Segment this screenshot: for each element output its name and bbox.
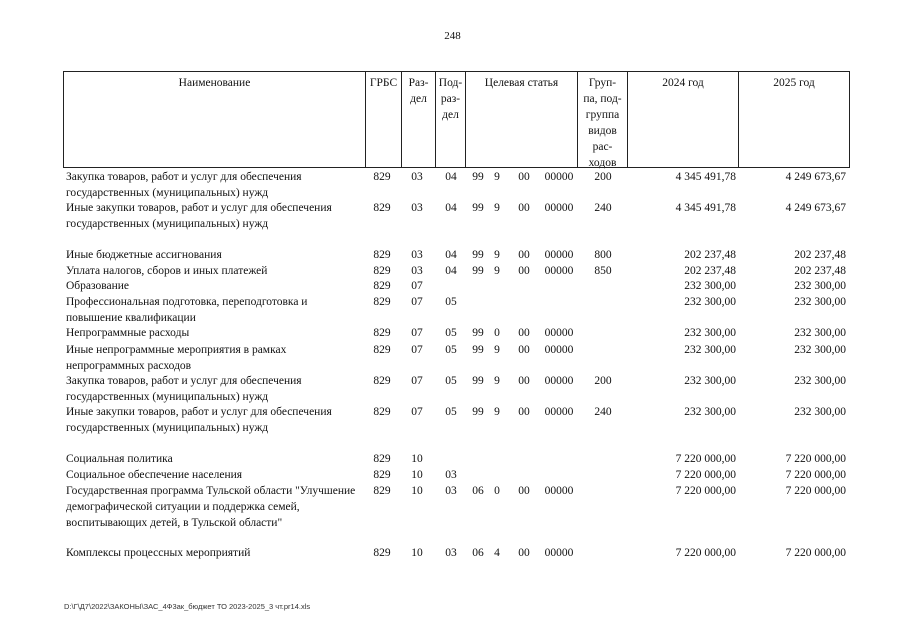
row-grbs: 829 <box>373 265 391 277</box>
row-target-4: 00000 <box>544 249 574 261</box>
row-2024: 232 300,00 <box>684 375 736 387</box>
row-2025: 232 300,00 <box>794 344 846 356</box>
row-group: 850 <box>594 265 612 277</box>
row-target-4: 00000 <box>544 327 574 339</box>
row-razdel: 07 <box>411 375 423 387</box>
row-grbs: 829 <box>373 327 391 339</box>
row-target-1: 99 <box>472 344 484 356</box>
row-name: Социальная политика <box>66 453 173 465</box>
file-path-footer: D:\Г\Д7\2022\ЗАКОНЫ\ЗАС_4Ф3ак_бюджет ТО 2023-2025_3 чт.pr14.xls <box>64 602 311 611</box>
row-target-4: 00000 <box>544 202 574 214</box>
row-podrazdel: 04 <box>445 202 457 214</box>
header-2024: 2024 год <box>627 72 738 168</box>
row-2024: 7 220 000,00 <box>675 453 736 465</box>
row-razdel: 03 <box>411 171 423 183</box>
row-name: Профессиональная подготовка, переподготовка и повышение квалификации <box>66 296 308 324</box>
row-grbs: 829 <box>373 344 391 356</box>
row-grbs: 829 <box>373 453 391 465</box>
row-target-1: 99 <box>472 327 484 339</box>
row-name: Иные закупки товаров, работ и услуг для обеспечения государственных (муниципальных) нужд <box>66 202 332 230</box>
row-2024: 4 345 491,78 <box>675 171 736 183</box>
header-razdel: Раз- дел <box>401 72 435 168</box>
row-2025: 7 220 000,00 <box>785 453 846 465</box>
row-podrazdel: 03 <box>445 469 457 481</box>
row-2025: 232 300,00 <box>794 375 846 387</box>
row-target-3: 00 <box>518 171 530 183</box>
row-razdel: 07 <box>411 280 423 292</box>
row-target-3: 00 <box>518 249 530 261</box>
row-target-2: 9 <box>494 202 500 214</box>
row-razdel: 07 <box>411 344 423 356</box>
row-name: Государственная программа Тульской области "Улучшение демографической ситуации и поддержка семей, воспитывающих детей, в Тульской области" <box>66 485 356 529</box>
row-podrazdel: 03 <box>445 547 457 559</box>
row-name: Образование <box>66 280 130 292</box>
row-2024: 232 300,00 <box>684 327 736 339</box>
row-2025: 232 300,00 <box>794 327 846 339</box>
header-target: Целевая статья <box>465 72 577 168</box>
header-divider <box>63 167 850 168</box>
row-name: Закупка товаров, работ и услуг для обеспечения государственных (муниципальных) нужд <box>66 171 302 199</box>
row-name: Уплата налогов, сборов и иных платежей <box>66 265 268 277</box>
row-razdel: 03 <box>411 265 423 277</box>
row-podrazdel: 05 <box>445 344 457 356</box>
header-grbs: ГРБС <box>365 72 401 168</box>
row-group: 200 <box>594 171 612 183</box>
row-podrazdel: 05 <box>445 296 457 308</box>
row-group: 200 <box>594 375 612 387</box>
page-number: 248 <box>444 30 461 42</box>
row-group: 800 <box>594 249 612 261</box>
row-target-1: 99 <box>472 406 484 418</box>
row-target-2: 9 <box>494 265 500 277</box>
row-name: Социальное обеспечение населения <box>66 469 243 481</box>
table-header <box>63 71 850 168</box>
row-target-3: 00 <box>518 406 530 418</box>
row-grbs: 829 <box>373 375 391 387</box>
row-2024: 7 220 000,00 <box>675 469 736 481</box>
row-target-2: 9 <box>494 171 500 183</box>
row-group: 240 <box>594 202 612 214</box>
row-podrazdel: 03 <box>445 485 457 497</box>
row-name: Непрограммные расходы <box>66 327 190 339</box>
row-group: 240 <box>594 406 612 418</box>
row-2025: 232 300,00 <box>794 296 846 308</box>
row-target-3: 00 <box>518 265 530 277</box>
row-target-2: 9 <box>494 375 500 387</box>
row-podrazdel: 04 <box>445 249 457 261</box>
row-2025: 202 237,48 <box>794 249 846 261</box>
row-2025: 7 220 000,00 <box>785 547 846 559</box>
row-target-4: 00000 <box>544 375 574 387</box>
row-target-1: 99 <box>472 171 484 183</box>
row-grbs: 829 <box>373 249 391 261</box>
row-2025: 7 220 000,00 <box>785 469 846 481</box>
row-target-4: 00000 <box>544 265 574 277</box>
row-target-2: 0 <box>494 485 500 497</box>
row-razdel: 10 <box>411 469 423 481</box>
row-target-4: 00000 <box>544 547 574 559</box>
row-2024: 202 237,48 <box>684 249 736 261</box>
row-name: Иные непрограммные мероприятия в рамках непрограммных расходов <box>66 344 287 372</box>
row-grbs: 829 <box>373 547 391 559</box>
header-podrazdel: Под- раз- дел <box>435 72 465 168</box>
row-2025: 202 237,48 <box>794 265 846 277</box>
row-target-2: 9 <box>494 406 500 418</box>
row-grbs: 829 <box>373 280 391 292</box>
row-razdel: 03 <box>411 249 423 261</box>
row-target-3: 00 <box>518 485 530 497</box>
row-target-1: 06 <box>472 547 484 559</box>
row-target-1: 99 <box>472 375 484 387</box>
row-target-3: 00 <box>518 344 530 356</box>
row-podrazdel: 05 <box>445 327 457 339</box>
row-target-2: 9 <box>494 249 500 261</box>
row-grbs: 829 <box>373 171 391 183</box>
row-2025: 232 300,00 <box>794 280 846 292</box>
row-name: Комплексы процессных мероприятий <box>66 547 251 559</box>
row-2025: 4 249 673,67 <box>785 171 846 183</box>
row-2025: 232 300,00 <box>794 406 846 418</box>
row-target-1: 06 <box>472 485 484 497</box>
row-grbs: 829 <box>373 202 391 214</box>
row-grbs: 829 <box>373 485 391 497</box>
row-razdel: 10 <box>411 485 423 497</box>
header-name: Наименование <box>63 72 365 168</box>
row-podrazdel: 04 <box>445 265 457 277</box>
row-target-4: 00000 <box>544 485 574 497</box>
row-grbs: 829 <box>373 469 391 481</box>
row-target-3: 00 <box>518 202 530 214</box>
row-name: Иные закупки товаров, работ и услуг для обеспечения государственных (муниципальных) нужд <box>66 406 332 434</box>
row-grbs: 829 <box>373 296 391 308</box>
row-target-2: 4 <box>494 547 500 559</box>
row-grbs: 829 <box>373 406 391 418</box>
header-group: Груп- па, под- группа видов рас- ходов <box>577 72 627 168</box>
row-target-1: 99 <box>472 202 484 214</box>
row-target-1: 99 <box>472 265 484 277</box>
row-2025: 7 220 000,00 <box>785 485 846 497</box>
row-razdel: 03 <box>411 202 423 214</box>
row-2024: 4 345 491,78 <box>675 202 736 214</box>
row-target-3: 00 <box>518 375 530 387</box>
row-razdel: 07 <box>411 327 423 339</box>
row-target-3: 00 <box>518 327 530 339</box>
row-target-3: 00 <box>518 547 530 559</box>
row-2024: 232 300,00 <box>684 344 736 356</box>
row-podrazdel: 05 <box>445 375 457 387</box>
row-name: Иные бюджетные ассигнования <box>66 249 222 261</box>
row-2024: 7 220 000,00 <box>675 485 736 497</box>
row-2024: 202 237,48 <box>684 265 736 277</box>
row-target-4: 00000 <box>544 406 574 418</box>
row-target-2: 9 <box>494 344 500 356</box>
row-2025: 4 249 673,67 <box>785 202 846 214</box>
row-razdel: 07 <box>411 296 423 308</box>
row-target-1: 99 <box>472 249 484 261</box>
row-name: Закупка товаров, работ и услуг для обеспечения государственных (муниципальных) нужд <box>66 375 302 403</box>
row-target-2: 0 <box>494 327 500 339</box>
row-2024: 232 300,00 <box>684 280 736 292</box>
row-razdel: 10 <box>411 453 423 465</box>
row-2024: 232 300,00 <box>684 406 736 418</box>
row-podrazdel: 05 <box>445 406 457 418</box>
row-razdel: 10 <box>411 547 423 559</box>
row-2024: 7 220 000,00 <box>675 547 736 559</box>
row-target-4: 00000 <box>544 344 574 356</box>
row-podrazdel: 04 <box>445 171 457 183</box>
header-2025: 2025 год <box>738 72 850 168</box>
row-razdel: 07 <box>411 406 423 418</box>
row-target-4: 00000 <box>544 171 574 183</box>
row-2024: 232 300,00 <box>684 296 736 308</box>
